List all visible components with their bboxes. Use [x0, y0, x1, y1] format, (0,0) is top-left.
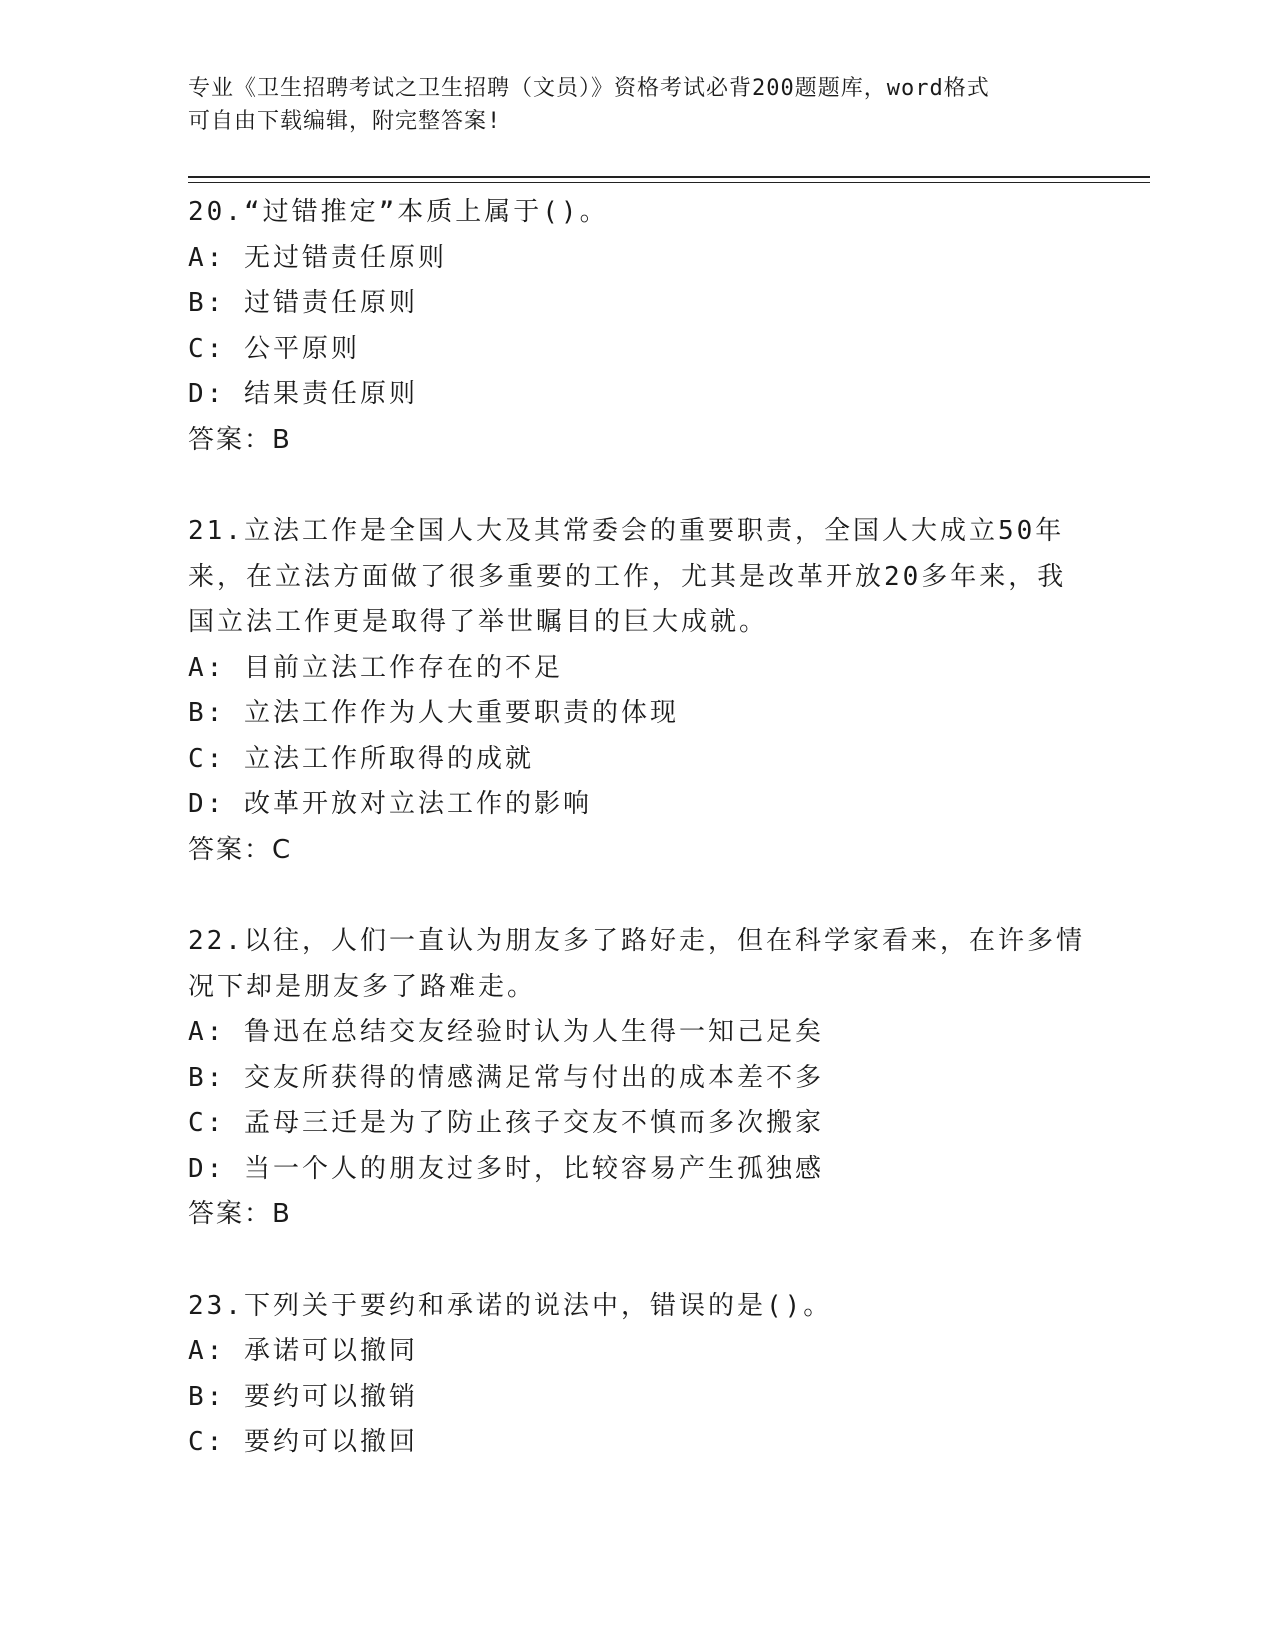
question-stem-line-1: 21.立法工作是全国人大及其常委会的重要职责，全国人大成立50年: [188, 516, 1065, 546]
header-line-1: 专业《卫生招聘考试之卫生招聘（文员）》资格考试必背200题题库，word格式: [188, 76, 990, 101]
option-b: B: 过错责任原则: [188, 288, 418, 318]
option-b: B: 交友所获得的情感满足常与付出的成本差不多: [188, 1062, 824, 1093]
question-spacer: [188, 1238, 1088, 1284]
header-divider: [188, 176, 1150, 183]
option-d: D: 结果责任原则: [188, 379, 418, 409]
answer-line: 答案：C: [188, 834, 293, 865]
question-spacer: [188, 463, 1088, 509]
question-stem: 20.“过错推定”本质上属于()。: [188, 197, 609, 227]
option-b: B: 要约可以撤销: [188, 1381, 418, 1412]
question-stem-line-3: 国立法工作更是取得了举世瞩目的巨大成就。: [188, 607, 769, 637]
option-c: C: 要约可以撤回: [188, 1427, 418, 1457]
option-d: D: 改革开放对立法工作的影响: [188, 789, 592, 819]
question-stem: 23.下列关于要约和承诺的说法中，错误的是()。: [188, 1290, 833, 1321]
option-c: C: 立法工作所取得的成就: [188, 743, 534, 774]
option-a: A: 承诺可以撤同: [188, 1336, 418, 1366]
question-spacer: [188, 873, 1088, 919]
option-a: A: 目前立法工作存在的不足: [188, 652, 563, 683]
document-header: [188, 72, 1088, 138]
option-b: B: 立法工作作为人大重要职责的体现: [188, 698, 679, 728]
option-c: C: 公平原则: [188, 333, 360, 364]
option-a: A: 鲁迅在总结交友经验时认为人生得一知己足矣: [188, 1017, 824, 1047]
question-stem-line-2: 况下却是朋友多了路难走。: [188, 971, 537, 1002]
answer-line: 答案：B: [188, 1199, 292, 1229]
question-21: [188, 509, 1088, 873]
question-list: [188, 190, 1088, 1466]
answer-line: 答案：B: [188, 424, 292, 455]
option-d: D: 当一个人的朋友过多时，比较容易产生孤独感: [188, 1153, 824, 1184]
header-line-2: 可自由下载编辑，附完整答案!: [188, 109, 502, 134]
question-stem-line-2: 来，在立法方面做了很多重要的工作，尤其是改革开放20多年来，我: [188, 561, 1067, 592]
question-20: [188, 190, 1088, 463]
option-c: C: 孟母三迁是为了防止孩子交友不慎而多次搬家: [188, 1108, 824, 1138]
question-stem-line-1: 22.以往，人们一直认为朋友多了路好走，但在科学家看来，在许多情: [188, 926, 1085, 956]
question-23: [188, 1284, 1088, 1466]
question-22: [188, 919, 1088, 1238]
option-a: A: 无过错责任原则: [188, 242, 447, 273]
